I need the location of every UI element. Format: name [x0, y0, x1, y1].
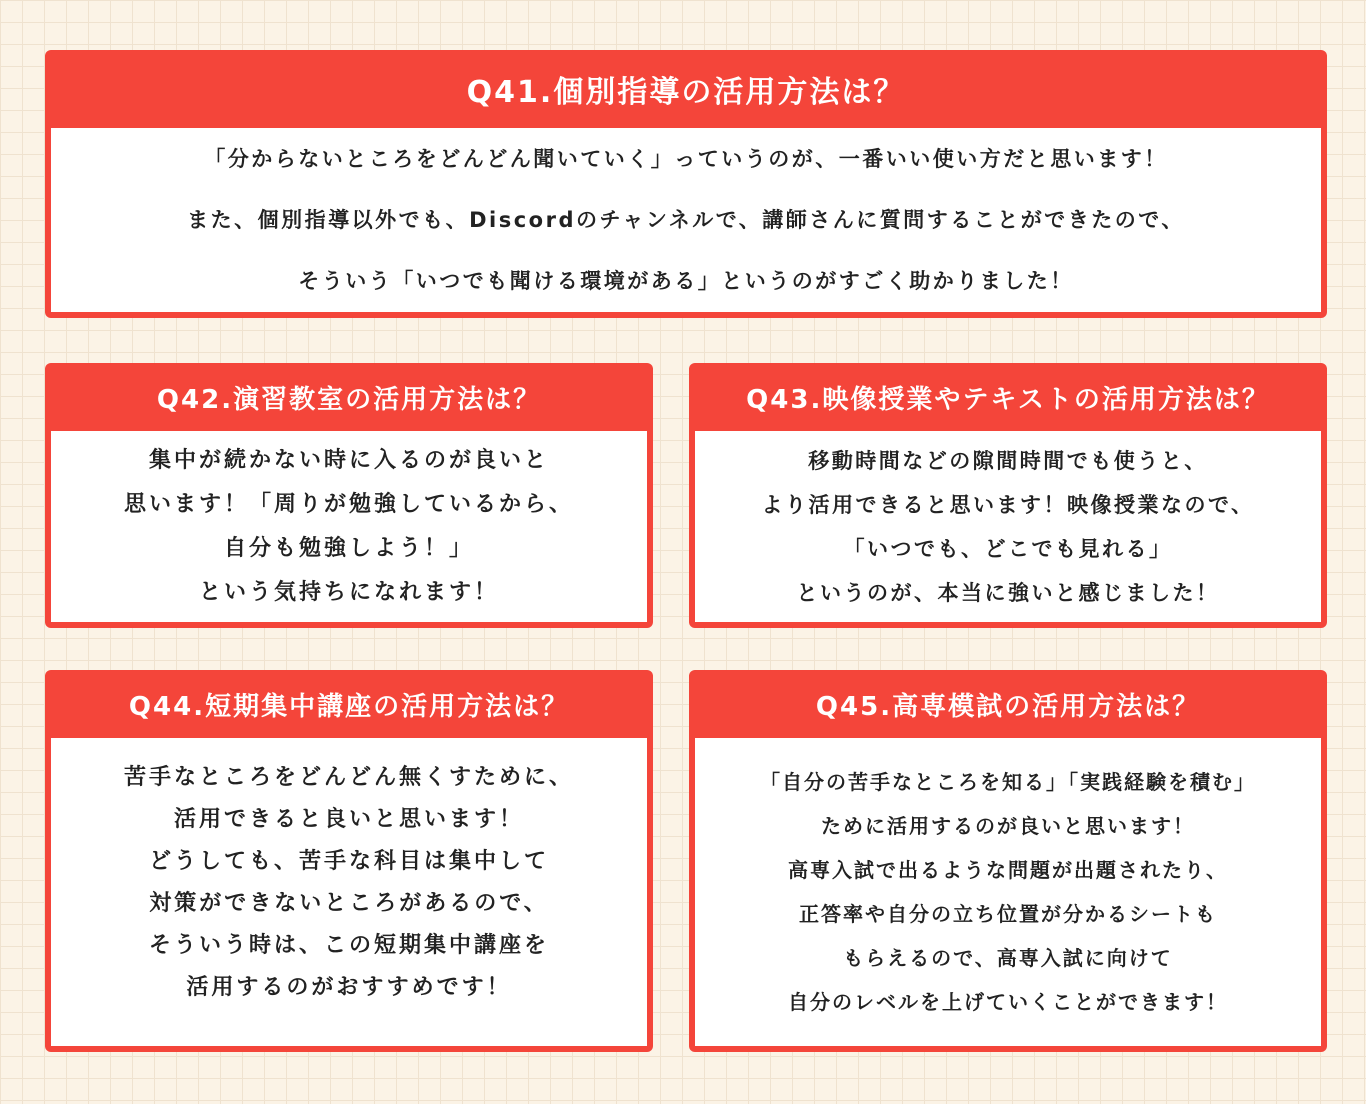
- card-title-q45: Q45.高専模試の活用方法は？: [815, 691, 1201, 722]
- answer-line: という気持ちになれます！: [198, 579, 499, 605]
- card-answer-q44: [51, 738, 647, 1046]
- answer-line: より活用できると思います！映像授業なので、: [761, 492, 1255, 517]
- answer-line: 自分も勉強しよう！」: [223, 535, 474, 561]
- card-answer-q43: [695, 431, 1321, 622]
- card-title-q41: Q41.個別指導の活用方法は？: [466, 75, 906, 110]
- card-answer-q41: [51, 128, 1321, 312]
- answer-line: また、個別指導以外でも、Discordのチャンネルで、講師さんに質問することができたので、: [187, 207, 1185, 232]
- card-answer-q45: [695, 738, 1321, 1046]
- card-title-q42: Q42.演習教室の活用方法は？: [156, 384, 542, 415]
- qa-card-q41: [45, 50, 1327, 318]
- answer-line: 高専入試で出るような問題が出題されたり、: [788, 858, 1228, 882]
- qa-card-q42: [45, 363, 653, 628]
- answer-line: 「いつでも、どこでも見れる」: [843, 536, 1173, 561]
- qa-card-q45: [689, 670, 1327, 1052]
- answer-line: 正答率や自分の立ち位置が分かるシートも: [799, 902, 1217, 926]
- answer-line: というのが、本当に強いと感じました！: [796, 580, 1220, 605]
- qa-card-q44: [45, 670, 653, 1052]
- answer-line: 自分のレベルを上げていくことができます！: [788, 990, 1228, 1014]
- answer-line: 活用できると良いと思います！: [173, 807, 524, 832]
- answer-line: そういう「いつでも聞ける環境がある」というのがすごく助かりました！: [298, 268, 1074, 293]
- card-title-q43: Q43.映像授業やテキストの活用方法は？: [746, 384, 1270, 415]
- answer-line: 思います！「周りが勉強しているから、: [123, 491, 574, 517]
- answer-line: そういう時は、この短期集中講座を: [148, 933, 549, 958]
- answer-line: 集中が続かない時に入るのが良いと: [148, 447, 549, 473]
- answer-line: ために活用するのが良いと思います！: [821, 814, 1195, 838]
- answer-line: 「自分の苦手なところを知る」「実践経験を積む」: [760, 770, 1256, 794]
- answer-line: 移動時間などの隙間時間でも使うと、: [808, 448, 1208, 473]
- card-answer-q42: [51, 431, 647, 622]
- answer-line: 「分からないところをどんどん聞いていく」っていうのが、一番いい使い方だと思います！: [204, 146, 1168, 171]
- answer-line: 対策ができないところがあるので、: [149, 891, 549, 916]
- answer-line: 活用するのがおすすめです！: [186, 975, 512, 1000]
- answer-line: どうしても、苦手な科目は集中して: [148, 849, 549, 874]
- answer-line: もらえるので、高専入試に向けて: [843, 946, 1173, 970]
- answer-line: 苦手なところをどんどん無くすために、: [123, 765, 574, 790]
- qa-card-q43: [689, 363, 1327, 628]
- card-title-q44: Q44.短期集中講座の活用方法は？: [128, 691, 570, 722]
